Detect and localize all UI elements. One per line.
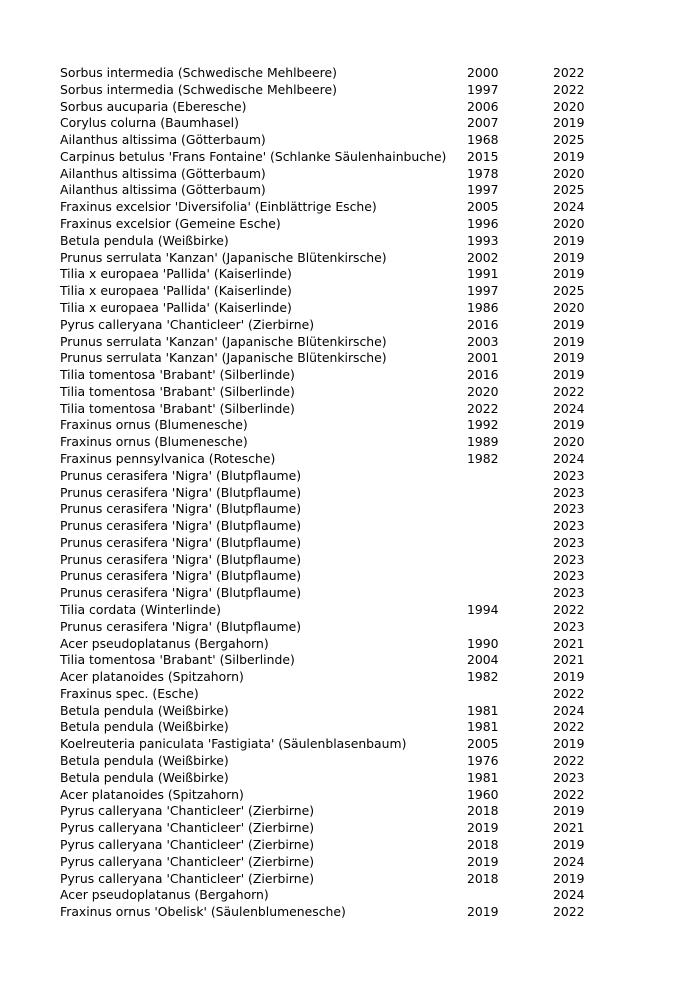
tree-name: Prunus cerasifera 'Nigra' (Blutpflaume) bbox=[60, 551, 302, 567]
inspection-year: 2025 bbox=[553, 283, 585, 299]
inspection-year: 2024 bbox=[553, 450, 585, 466]
planting-year: 1994 bbox=[467, 602, 499, 617]
table-row bbox=[60, 350, 660, 367]
tree-name: Pyrus calleryana 'Chanticleer' (Zierbirne) bbox=[60, 803, 315, 819]
tree-name: Pyrus calleryana 'Chanticleer' (Zierbirne) bbox=[60, 853, 315, 869]
inspection-year: 2019 bbox=[553, 266, 585, 282]
table-row bbox=[60, 770, 660, 787]
inspection-year: 2024 bbox=[553, 887, 585, 903]
planting-year: 2019 bbox=[467, 853, 499, 869]
planting-year: 2019 bbox=[467, 904, 499, 920]
table-row bbox=[60, 719, 660, 736]
planting-year: 2005 bbox=[467, 199, 499, 215]
tree-name: Sorbus intermedia (Schwedische Mehlbeere) bbox=[60, 81, 337, 97]
table-row bbox=[60, 904, 660, 921]
tree-name: Prunus serrulata 'Kanzan' (Japanische Blütenkirsche) bbox=[60, 333, 387, 349]
planting-year: 2015 bbox=[467, 148, 499, 164]
inspection-year: 2022 bbox=[553, 602, 585, 617]
inspection-year: 2022 bbox=[553, 65, 585, 80]
table-row bbox=[60, 384, 660, 401]
inspection-year: 2019 bbox=[553, 249, 585, 265]
planting-year: 2018 bbox=[467, 803, 499, 819]
inspection-year: 2019 bbox=[553, 148, 585, 164]
table-row bbox=[60, 636, 660, 653]
planting-year: 1968 bbox=[467, 132, 499, 148]
table-row bbox=[60, 501, 660, 518]
table-row bbox=[60, 317, 660, 334]
planting-year: 2003 bbox=[467, 333, 499, 349]
inspection-year: 2024 bbox=[553, 702, 585, 718]
planting-year: 1976 bbox=[467, 753, 499, 769]
inspection-year: 2022 bbox=[553, 904, 585, 920]
table-row bbox=[60, 854, 660, 871]
tree-name: Tilia tomentosa 'Brabant' (Silberlinde) bbox=[60, 400, 295, 416]
tree-list bbox=[60, 65, 660, 921]
table-row bbox=[60, 417, 660, 434]
table-row bbox=[60, 401, 660, 418]
table-row bbox=[60, 585, 660, 602]
tree-name: Prunus cerasifera 'Nigra' (Blutpflaume) bbox=[60, 501, 302, 517]
tree-name: Fraxinus ornus (Blumenesche) bbox=[60, 434, 248, 450]
planting-year: 2000 bbox=[467, 65, 499, 80]
table-row bbox=[60, 182, 660, 199]
tree-name: Betula pendula (Weißbirke) bbox=[60, 769, 229, 785]
tree-name: Prunus cerasifera 'Nigra' (Blutpflaume) bbox=[60, 484, 302, 500]
tree-name: Corylus colurna (Baumhasel) bbox=[60, 115, 239, 131]
table-row bbox=[60, 250, 660, 267]
table-row bbox=[60, 468, 660, 485]
inspection-year: 2022 bbox=[553, 719, 585, 735]
table-row bbox=[60, 233, 660, 250]
planting-year: 1997 bbox=[467, 182, 499, 198]
planting-year: 1997 bbox=[467, 81, 499, 97]
inspection-year: 2020 bbox=[553, 299, 585, 315]
table-row bbox=[60, 803, 660, 820]
planting-year: 2022 bbox=[467, 400, 499, 416]
tree-name: Ailanthus altissima (Götterbaum) bbox=[60, 182, 266, 198]
planting-year: 1982 bbox=[467, 669, 499, 685]
planting-year: 1978 bbox=[467, 165, 499, 181]
table-row bbox=[60, 652, 660, 669]
tree-name: Pyrus calleryana 'Chanticleer' (Zierbirne) bbox=[60, 836, 315, 852]
inspection-year: 2019 bbox=[553, 333, 585, 349]
table-row bbox=[60, 266, 660, 283]
inspection-year: 2019 bbox=[553, 736, 585, 752]
planting-year: 2001 bbox=[467, 350, 499, 366]
planting-year: 2019 bbox=[467, 820, 499, 836]
tree-name: Acer platanoides (Spitzahorn) bbox=[60, 786, 244, 802]
planting-year: 2007 bbox=[467, 115, 499, 131]
inspection-year: 2024 bbox=[553, 400, 585, 416]
table-row bbox=[60, 300, 660, 317]
planting-year: 1982 bbox=[467, 450, 499, 466]
tree-name: Prunus serrulata 'Kanzan' (Japanische Blütenkirsche) bbox=[60, 350, 387, 366]
table-row bbox=[60, 99, 660, 116]
table-row bbox=[60, 602, 660, 619]
inspection-year: 2022 bbox=[553, 81, 585, 97]
table-row bbox=[60, 451, 660, 468]
inspection-year: 2022 bbox=[553, 786, 585, 802]
tree-name: Sorbus intermedia (Schwedische Mehlbeere) bbox=[60, 65, 337, 80]
inspection-year: 2021 bbox=[553, 820, 585, 836]
tree-name: Tilia tomentosa 'Brabant' (Silberlinde) bbox=[60, 652, 295, 668]
inspection-year: 2023 bbox=[553, 769, 585, 785]
planting-year: 1996 bbox=[467, 216, 499, 232]
table-row bbox=[60, 887, 660, 904]
tree-name: Prunus cerasifera 'Nigra' (Blutpflaume) bbox=[60, 518, 302, 534]
tree-name: Acer pseudoplatanus (Bergahorn) bbox=[60, 635, 269, 651]
inspection-year: 2023 bbox=[553, 618, 585, 634]
inspection-year: 2021 bbox=[553, 652, 585, 668]
table-row bbox=[60, 552, 660, 569]
tree-name: Pyrus calleryana 'Chanticleer' (Zierbirne) bbox=[60, 316, 315, 332]
planting-year: 1992 bbox=[467, 417, 499, 433]
tree-name: Carpinus betulus 'Frans Fontaine' (Schlanke Säulenhainbuche) bbox=[60, 148, 447, 164]
inspection-year: 2023 bbox=[553, 484, 585, 500]
table-row bbox=[60, 367, 660, 384]
table-row bbox=[60, 132, 660, 149]
table-row bbox=[60, 787, 660, 804]
planting-year: 2018 bbox=[467, 836, 499, 852]
inspection-year: 2019 bbox=[553, 417, 585, 433]
table-row bbox=[60, 535, 660, 552]
tree-name: Prunus cerasifera 'Nigra' (Blutpflaume) bbox=[60, 467, 302, 483]
tree-name: Betula pendula (Weißbirke) bbox=[60, 719, 229, 735]
tree-name: Sorbus aucuparia (Eberesche) bbox=[60, 98, 247, 114]
tree-name: Tilia tomentosa 'Brabant' (Silberlinde) bbox=[60, 383, 295, 399]
inspection-year: 2020 bbox=[553, 98, 585, 114]
tree-name: Prunus cerasifera 'Nigra' (Blutpflaume) bbox=[60, 534, 302, 550]
table-row bbox=[60, 115, 660, 132]
table-row bbox=[60, 568, 660, 585]
tree-name: Fraxinus excelsior 'Diversifolia' (Einblättrige Esche) bbox=[60, 199, 377, 215]
planting-year: 2005 bbox=[467, 736, 499, 752]
tree-name: Pyrus calleryana 'Chanticleer' (Zierbirne) bbox=[60, 820, 315, 836]
inspection-year: 2023 bbox=[553, 568, 585, 584]
tree-name: Tilia x europaea 'Pallida' (Kaiserlinde) bbox=[60, 266, 292, 282]
inspection-year: 2022 bbox=[553, 753, 585, 769]
inspection-year: 2019 bbox=[553, 350, 585, 366]
planting-year: 1997 bbox=[467, 283, 499, 299]
planting-year: 1989 bbox=[467, 434, 499, 450]
tree-name: Koelreuteria paniculata 'Fastigiata' (Säulenblasenbaum) bbox=[60, 736, 407, 752]
tree-name: Prunus cerasifera 'Nigra' (Blutpflaume) bbox=[60, 585, 302, 601]
inspection-year: 2022 bbox=[553, 685, 585, 701]
table-row bbox=[60, 669, 660, 686]
planting-year: 2016 bbox=[467, 367, 499, 383]
tree-name: Fraxinus spec. (Esche) bbox=[60, 685, 199, 701]
planting-year: 1986 bbox=[467, 299, 499, 315]
tree-name: Ailanthus altissima (Götterbaum) bbox=[60, 132, 266, 148]
tree-name: Pyrus calleryana 'Chanticleer' (Zierbirne) bbox=[60, 870, 315, 886]
planting-year: 1993 bbox=[467, 232, 499, 248]
inspection-year: 2019 bbox=[553, 669, 585, 685]
inspection-year: 2023 bbox=[553, 518, 585, 534]
planting-year: 1960 bbox=[467, 786, 499, 802]
planting-year: 1981 bbox=[467, 769, 499, 785]
planting-year: 2004 bbox=[467, 652, 499, 668]
inspection-year: 2023 bbox=[553, 467, 585, 483]
tree-name: Acer pseudoplatanus (Bergahorn) bbox=[60, 887, 269, 903]
tree-name: Ailanthus altissima (Götterbaum) bbox=[60, 165, 266, 181]
table-row bbox=[60, 334, 660, 351]
table-row bbox=[60, 199, 660, 216]
inspection-year: 2024 bbox=[553, 853, 585, 869]
inspection-year: 2020 bbox=[553, 165, 585, 181]
planting-year: 1990 bbox=[467, 635, 499, 651]
planting-year: 2002 bbox=[467, 249, 499, 265]
inspection-year: 2020 bbox=[553, 434, 585, 450]
table-row bbox=[60, 149, 660, 166]
inspection-year: 2023 bbox=[553, 585, 585, 601]
table-row bbox=[60, 166, 660, 183]
table-row bbox=[60, 753, 660, 770]
tree-name: Acer platanoides (Spitzahorn) bbox=[60, 669, 244, 685]
inspection-year: 2023 bbox=[553, 551, 585, 567]
planting-year: 1981 bbox=[467, 702, 499, 718]
table-row bbox=[60, 619, 660, 636]
inspection-year: 2024 bbox=[553, 199, 585, 215]
tree-name: Tilia x europaea 'Pallida' (Kaiserlinde) bbox=[60, 283, 292, 299]
inspection-year: 2022 bbox=[553, 383, 585, 399]
table-row bbox=[60, 736, 660, 753]
tree-name: Tilia x europaea 'Pallida' (Kaiserlinde) bbox=[60, 299, 292, 315]
tree-name: Prunus cerasifera 'Nigra' (Blutpflaume) bbox=[60, 618, 302, 634]
tree-name: Fraxinus ornus (Blumenesche) bbox=[60, 417, 248, 433]
inspection-year: 2023 bbox=[553, 534, 585, 550]
inspection-year: 2019 bbox=[553, 870, 585, 886]
planting-year: 1981 bbox=[467, 719, 499, 735]
tree-name: Betula pendula (Weißbirke) bbox=[60, 753, 229, 769]
table-row bbox=[60, 485, 660, 502]
inspection-year: 2025 bbox=[553, 132, 585, 148]
tree-name: Tilia tomentosa 'Brabant' (Silberlinde) bbox=[60, 367, 295, 383]
planting-year: 2018 bbox=[467, 870, 499, 886]
inspection-year: 2019 bbox=[553, 836, 585, 852]
planting-year: 2006 bbox=[467, 98, 499, 114]
tree-name: Betula pendula (Weißbirke) bbox=[60, 232, 229, 248]
inspection-year: 2020 bbox=[553, 216, 585, 232]
inspection-year: 2019 bbox=[553, 232, 585, 248]
tree-name: Tilia cordata (Winterlinde) bbox=[60, 602, 221, 617]
planting-year: 2016 bbox=[467, 316, 499, 332]
table-row bbox=[60, 216, 660, 233]
inspection-year: 2023 bbox=[553, 501, 585, 517]
table-row bbox=[60, 434, 660, 451]
table-row bbox=[60, 686, 660, 703]
inspection-year: 2019 bbox=[553, 115, 585, 131]
tree-name: Fraxinus pennsylvanica (Rotesche) bbox=[60, 450, 276, 466]
table-row bbox=[60, 820, 660, 837]
planting-year: 1991 bbox=[467, 266, 499, 282]
table-row bbox=[60, 837, 660, 854]
inspection-year: 2019 bbox=[553, 367, 585, 383]
inspection-year: 2025 bbox=[553, 182, 585, 198]
table-row bbox=[60, 703, 660, 720]
table-row bbox=[60, 65, 660, 82]
inspection-year: 2021 bbox=[553, 635, 585, 651]
tree-name: Prunus serrulata 'Kanzan' (Japanische Blütenkirsche) bbox=[60, 249, 387, 265]
table-row bbox=[60, 82, 660, 99]
planting-year: 2020 bbox=[467, 383, 499, 399]
tree-name: Betula pendula (Weißbirke) bbox=[60, 702, 229, 718]
tree-name: Fraxinus ornus 'Obelisk' (Säulenblumenesche) bbox=[60, 904, 346, 920]
tree-name: Prunus cerasifera 'Nigra' (Blutpflaume) bbox=[60, 568, 302, 584]
table-row bbox=[60, 283, 660, 300]
inspection-year: 2019 bbox=[553, 803, 585, 819]
tree-name: Fraxinus excelsior (Gemeine Esche) bbox=[60, 216, 281, 232]
table-row bbox=[60, 518, 660, 535]
table-row bbox=[60, 871, 660, 888]
inspection-year: 2019 bbox=[553, 316, 585, 332]
